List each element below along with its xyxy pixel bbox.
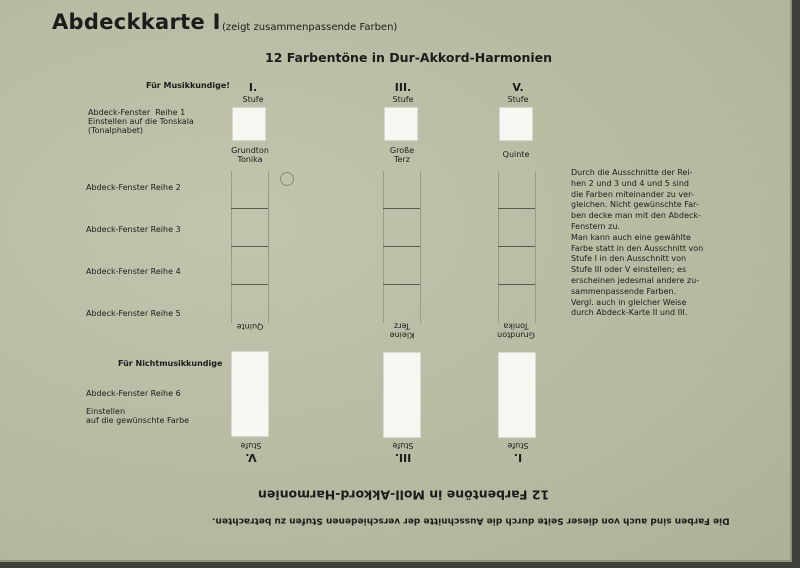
- divider: [231, 208, 268, 209]
- card-subtitle: (zeigt zusammenpassende Farben): [222, 22, 398, 33]
- divider: [498, 246, 535, 247]
- inv-stufe-V-label: Stufe: [240, 441, 262, 451]
- window-row6-stufe-I: [498, 352, 536, 438]
- window-row1-stufe-V: [499, 107, 533, 141]
- row2-label: Abdeck-Fenster Reihe 2: [86, 183, 181, 192]
- slot-stufe-III: [383, 171, 421, 323]
- divider: [231, 246, 268, 247]
- slot-stufe-V: [498, 171, 536, 323]
- caption-tonika: Grundton Tonika: [231, 146, 269, 165]
- minor-harmony-heading: 12 Farbentöne in Moll-Akkord-Harmonien: [258, 487, 550, 503]
- inv-stufe-I-label: Stufe: [507, 441, 529, 451]
- inv-stufe-V-header: [236, 441, 266, 463]
- inv-stufe-I-header: [503, 441, 533, 463]
- stufe-III-header: [388, 82, 418, 104]
- divider: [383, 246, 420, 247]
- window-row6-stufe-III: [383, 352, 421, 438]
- caption-quinte: Quinte: [502, 150, 530, 159]
- divider: [498, 284, 535, 285]
- inv-stufe-III-header: [388, 441, 418, 463]
- divider: [498, 208, 535, 209]
- row5-label: Abdeck-Fenster Reihe 5: [86, 309, 181, 318]
- footer-note: Die Farben sind auch von dieser Seite durch die Ausschnitte der verschiedenen Stufen zu betrachten.: [212, 515, 730, 526]
- punch-hole: [280, 172, 294, 186]
- explanation-text: Durch die Ausschnitte der Rei- hen 2 und 3 und 4 und 5 sind die Farben miteinander zu ver- gleichen. Nicht gewünschte Far- ben decke man mit den Abdeck- Fenstern zu. Man kann auch eine gewählte Farbe statt in den Ausschnitt von Stufe I in den Ausschnitt von Stufe III oder V einstellen; es erscheinen jedesmal andere zu- sammenpassende Farben. Vergl. auch in gleicher Weise durch Abdeck-Karte II und III.: [571, 168, 704, 318]
- stufe-I-label: Stufe: [242, 94, 264, 104]
- non-musician-label: Für Nichtmusikkundige: [118, 359, 223, 368]
- card-title: Abdeckkarte I: [52, 10, 221, 34]
- stufe-III-roman: III.: [394, 81, 412, 94]
- row3-label: Abdeck-Fenster Reihe 3: [86, 225, 181, 234]
- row4-label: Abdeck-Fenster Reihe 4: [86, 267, 181, 276]
- window-row1-stufe-III: [384, 107, 418, 141]
- stufe-III-label: Stufe: [392, 94, 414, 104]
- caption-inv-quinte: Quinte: [236, 322, 264, 332]
- musician-label: Für Musikkundige!: [146, 81, 230, 90]
- inv-stufe-I-roman: I.: [513, 450, 523, 464]
- inv-stufe-III-label: Stufe: [392, 441, 414, 451]
- stufe-V-header: [503, 82, 533, 104]
- inv-stufe-III-roman: III.: [394, 450, 412, 464]
- inv-stufe-V-roman: V.: [245, 450, 257, 464]
- divider: [231, 284, 268, 285]
- stufe-V-label: Stufe: [507, 94, 529, 104]
- stufe-V-roman: V.: [512, 81, 524, 94]
- divider: [383, 208, 420, 209]
- window-row1-stufe-I: [232, 107, 266, 141]
- divider: [383, 284, 420, 285]
- stufe-I-header: [238, 82, 268, 104]
- major-harmony-heading: 12 Farbentöne in Dur-Akkord-Harmonien: [265, 50, 553, 65]
- row6-label: Abdeck-Fenster Reihe 6: [86, 389, 181, 398]
- caption-grosse-terz: Große Terz: [389, 146, 415, 165]
- caption-inv-tonika: Grundton Tonika: [497, 321, 535, 340]
- slot-stufe-I: [231, 171, 269, 323]
- row6-instruction: Einstellen auf die gewünschte Farbe: [86, 407, 190, 426]
- row1-instruction: Abdeck-Fenster Reihe 1 Einstellen auf die Tonskala (Tonalphabet): [88, 108, 194, 136]
- stufe-I-roman: I.: [248, 81, 258, 94]
- caption-inv-kleine-terz: Kleine Terz: [389, 321, 415, 340]
- window-row6-stufe-V: [231, 351, 269, 437]
